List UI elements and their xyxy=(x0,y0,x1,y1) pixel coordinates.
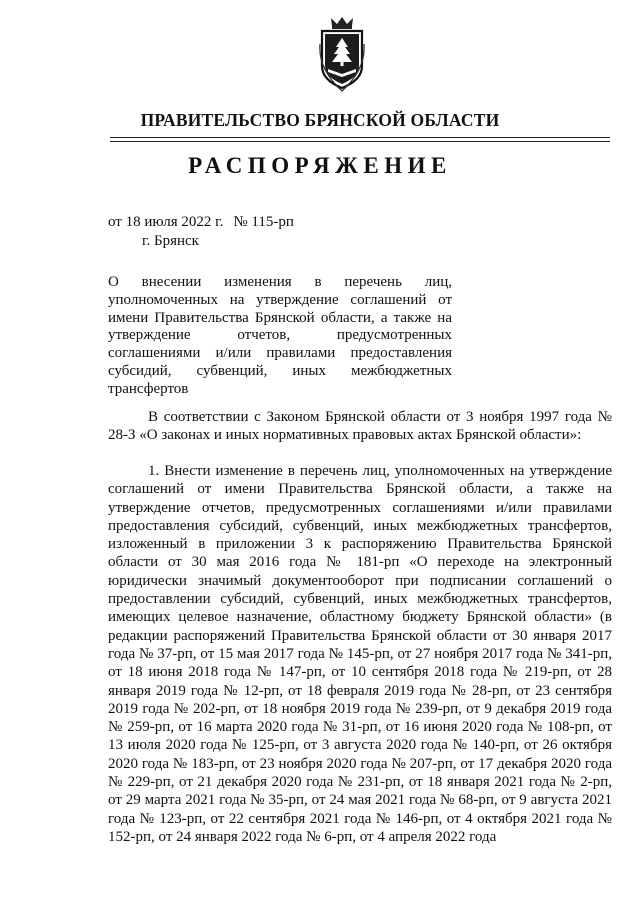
preamble-paragraph: В соответствии с Законом Брянской области от 3 ноября 1997 года № 28-З «О законах и иных нормативных правовых актах Брянской области»: xyxy=(108,409,612,444)
item-1-paragraph: 1. Внести изменение в перечень лиц, уполномоченных на утверждение соглашений от имени Правительства Брянской области, а также на утверждение отчетов, предусмотренных соглашениями и/или правилами предоставления субсидий, субвенций, иных межбюджетных трансфертов, изложенный в приложении 3 к распоряжению Правительства Брянской области от 30 мая 2016 года № 181-рп «О переходе на электронный юридически значимый документооборот при подписании соглашений о предоставлении субсидий, субвенций, иных межбюджетных трансфертов, имеющих целевое назначение, областному бюджету Брянской области» (в редакции распоряжений Правительства Брянской области от 30 января 2017 года № 37-рп, от 15 мая 2017 года № 145-рп, от 27 ноября 2017 года № 341-рп, от 18 июня 2018 года № 147-рп, от 10 сентября 2018 года № 219-рп, от 28 января 2019 года № 12-рп, от 18 февраля 2019 года № 28-рп, от 23 сентября 2019 года № 202-рп, от 18 ноября 2019 года № 239-рп, от 9 декабря 2019 года № 259-рп, от 16 марта 2020 года № 31-рп, от 16 июня 2020 года № 108-рп, от 13 июля 2020 года № 125-рп, от 3 августа 2020 года № 140-рп, от 26 октября 2020 года № 183-рп, от 23 ноября 2020 года № 207-рп, от 17 декабря 2020 года № 229-рп, от 21 декабря 2020 года № 231-рп, от 18 января 2021 года № 2-рп, от 29 марта 2021 года № 35-рп, от 24 мая 2021 года № 68-рп, от 9 августа 2021 года № 123-рп, от 22 сентября 2021 года № 146-рп, от 4 октября 2021 года № 152-рп, от 24 января 2022 года № 6-рп, от 4 апреля 2022 года xyxy=(108,463,612,845)
document-number: № 115-рп xyxy=(233,214,294,230)
document-date: от 18 июля 2022 г. xyxy=(108,214,224,230)
document-type-title: РАСПОРЯЖЕНИЕ xyxy=(188,153,452,178)
header-rule-bottom xyxy=(110,141,610,142)
document-city: г. Брянск xyxy=(142,233,199,249)
coat-of-arms-icon xyxy=(318,14,366,92)
document-subject: О внесении изменения в перечень лиц, уполномоченных на утверждение соглашений от имени Правительства Брянской области, а также на утверждение отчетов, предусмотренных соглашениями и/или правилами предоставления субсидий, субвенций, иных межбюджетных трансфертов xyxy=(108,274,452,397)
header-rule-top xyxy=(110,137,610,138)
date-number-line xyxy=(108,214,294,231)
organization-title: ПРАВИТЕЛЬСТВО БРЯНСКОЙ ОБЛАСТИ xyxy=(140,110,500,130)
